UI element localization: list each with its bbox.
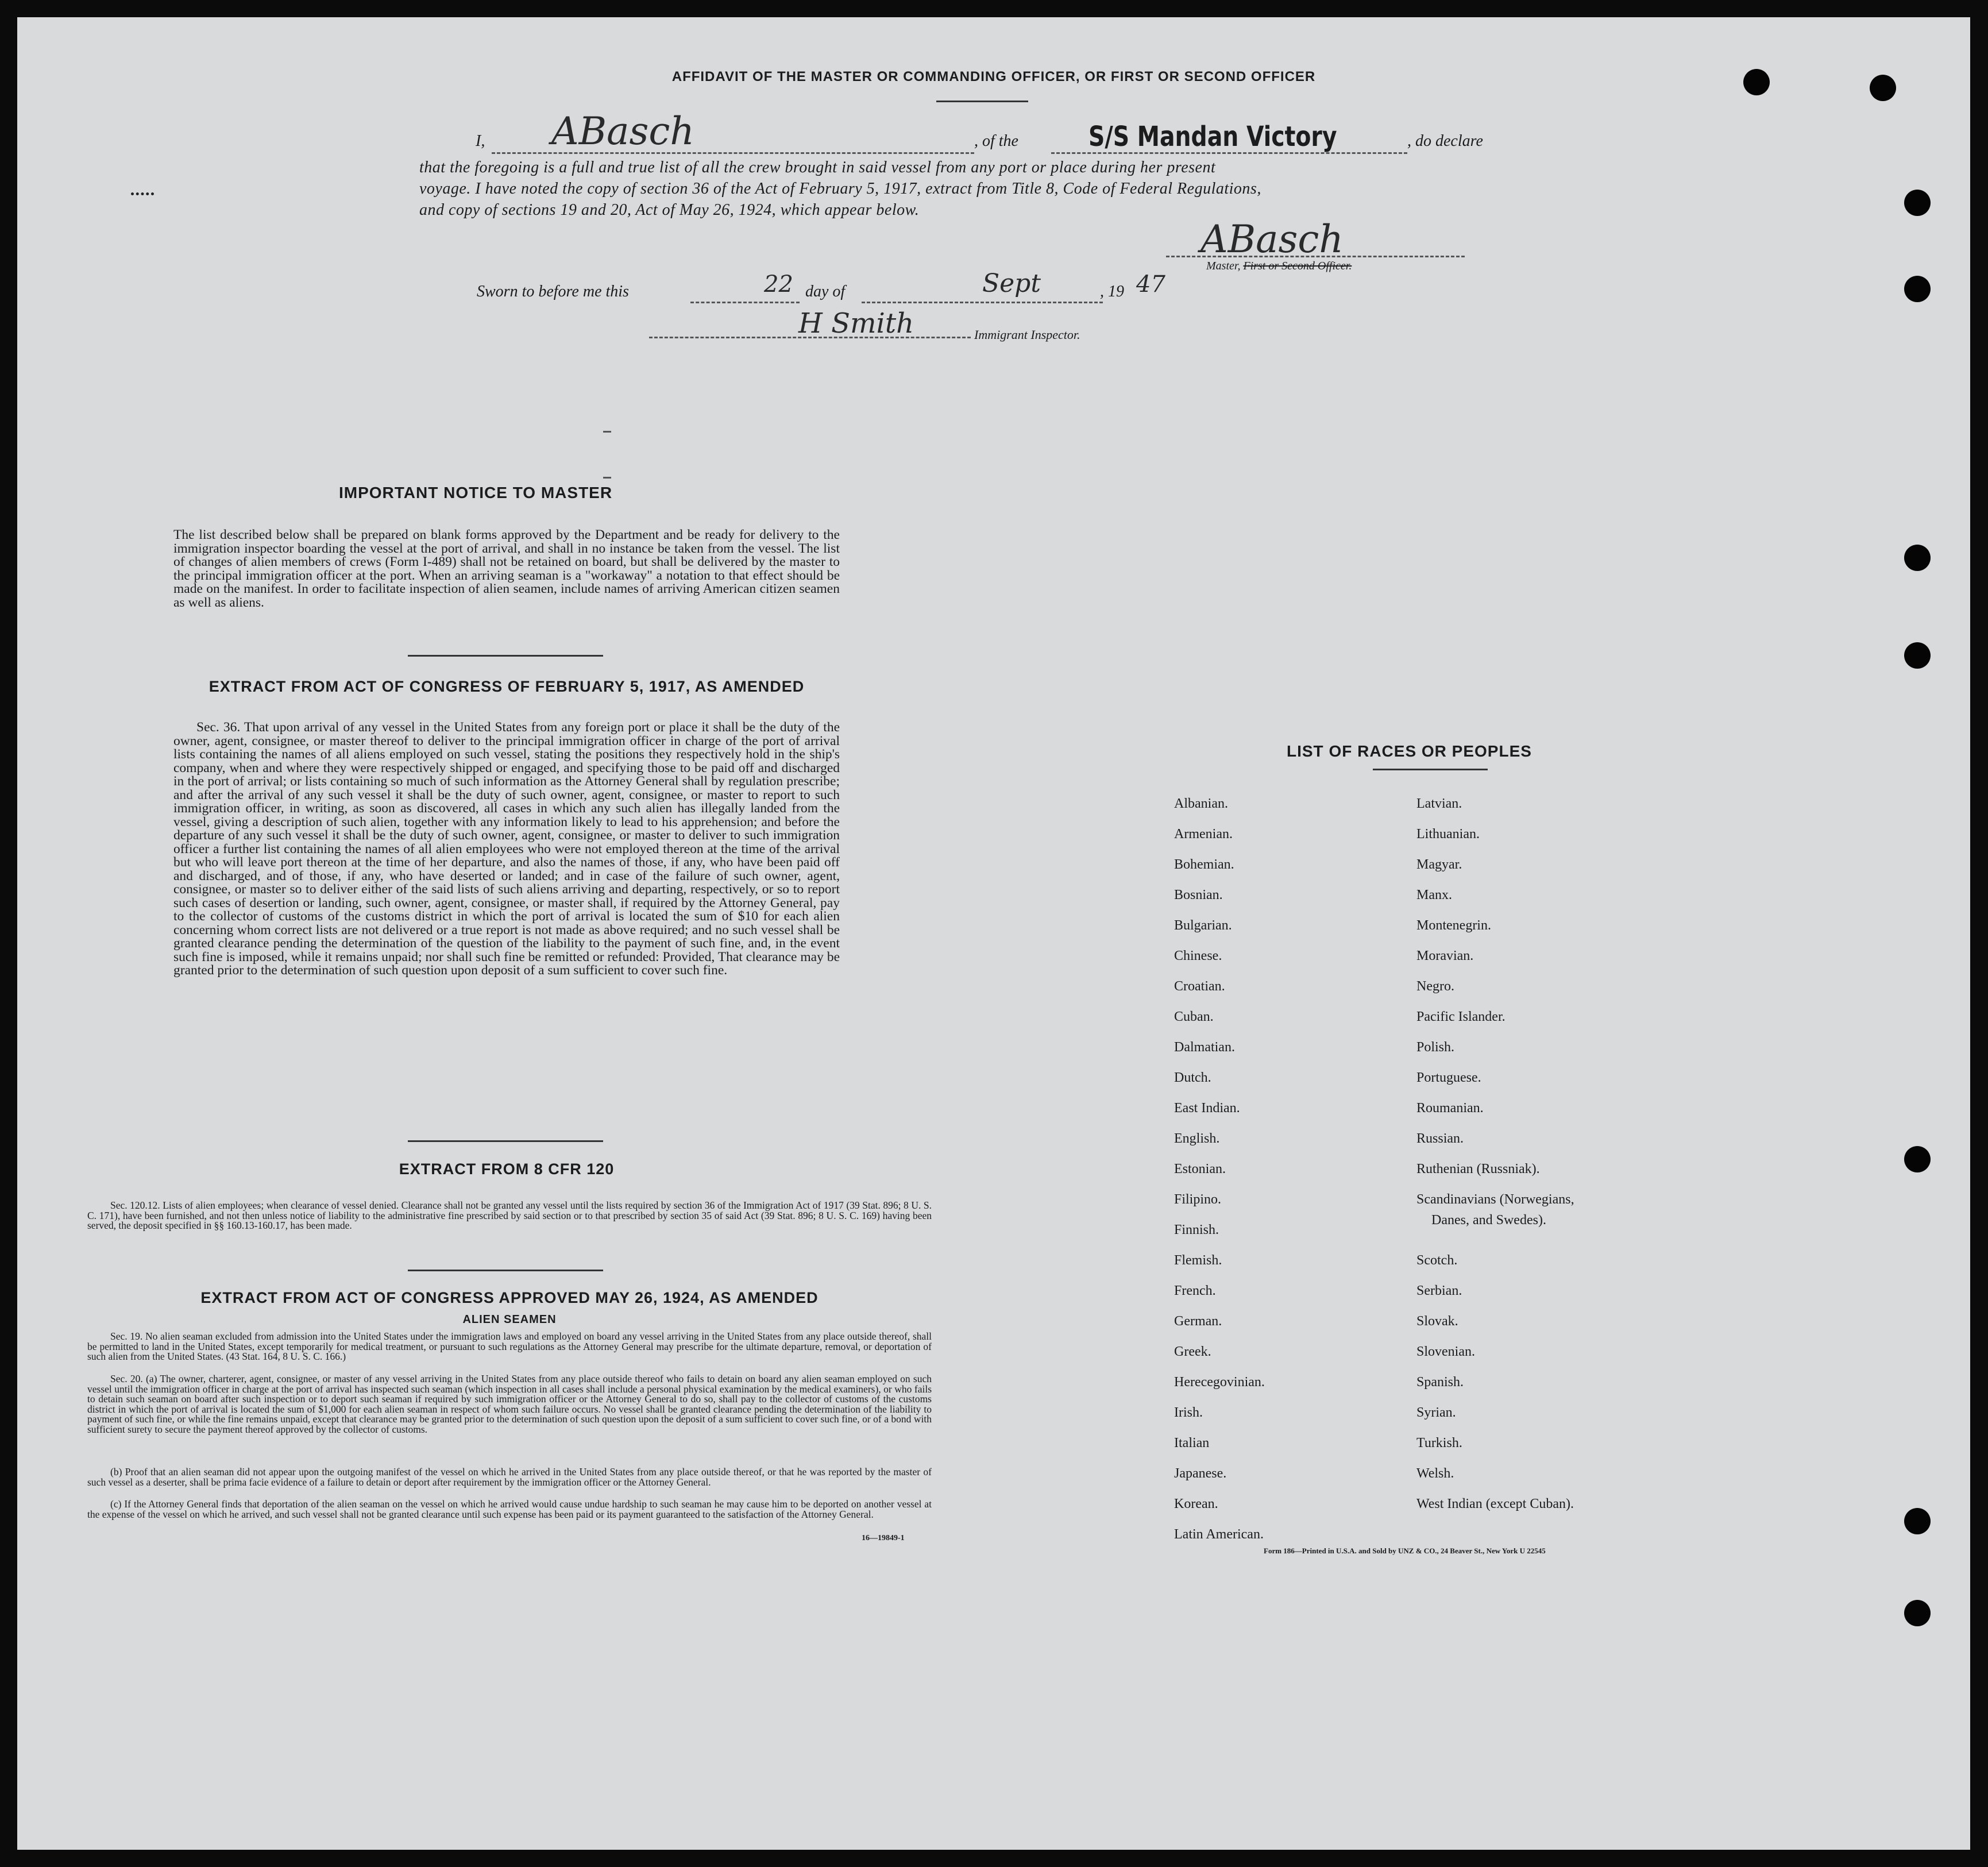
inspector-signature: H Smith — [798, 307, 914, 340]
race-item: Chinese. — [1174, 948, 1222, 963]
year-prefix: , 19 — [1100, 283, 1124, 300]
binder-hole — [1904, 276, 1931, 302]
day-of-label: day of — [805, 283, 846, 300]
race-item: Finnish. — [1174, 1222, 1219, 1237]
race-item: West Indian (except Cuban). — [1416, 1496, 1574, 1511]
extract-1917-body: Sec. 36. That upon arrival of any vessel in the United States from any foreign port or place it shall be the duty of the owner, agent, consignee, or master thereof to deliver to the principal immigration officer in charge of the port of arrival lists containing the names of all aliens employed on such vessel, stating the positions they respectively hold in the ship's company, when and where they were respectively shipped or engaged, and specifying those to be paid off and discharged in the port of arrival; or lists containing so much of such information as the Attorney General shall by regulation prescribe; and after the arrival of any such vessel it shall be the duty of such owner, agent, consignee, or master to report to such immigration officer, in writing, as soon as discovered, all cases in which any such alien has illegally landed from the vessel, giving a description of such alien, together with any information likely to lead to his apprehension; and before the departure of any such vessel it shall be the duty of such owner, agent, consignee, or master to deliver to such immigration officer a further list containing the names of all alien employees who were not employed thereon at the time of the arrival but who will leave port thereon at the time of her departure, and also the names of those, if any, who have been paid off and discharged, and of those, if any, who have deserted or landed; and in case of the failure of such owner, agent, consignee, or master so to deliver either of the said lists of such aliens arriving and departing, respectively, or so to report such cases of desertion or landing, such owner, agent, consignee, or master shall, if required by the Attorney General, pay to the collector of customs of the customs district in which the port of arrival is located the sum of $10 for each alien concerning whom correct lists are not delivered or a true report is not made as above required; and no such vessel shall be granted clearance pending the determination of the question of the liability to the payment of such fine, and, in the event such fine is imposed, while it remains unpaid; nor shall such fine be remitted or refunded: Provided, That clearance may be granted prior to the determination of such question upon deposit of a sum sufficient to cover such fine. — [173, 720, 840, 978]
race-item: Cuban. — [1174, 1009, 1214, 1024]
race-item: Albanian. — [1174, 796, 1228, 811]
month-line — [862, 302, 1103, 303]
extract-1917-title: EXTRACT FROM ACT OF CONGRESS OF FEBRUARY 5, 1917, AS AMENDED — [209, 678, 805, 695]
sworn-day: 22 — [764, 271, 793, 298]
extract-1924-sec20a: Sec. 20. (a) The owner, charterer, agent, consignee, or master of any vessel arriving in the United States from any place outside thereof who fails to detain on board any alien seaman employed on such vessel until the immigration officer in charge at the port of arrival has inspected such seaman (which inspection in all cases shall include a personal physical examination by the medical examiners), or who fails to detain such seaman on board after such inspection or to deport such seaman if required by such immigration officer or the Attorney General to do so, shall pay to the collector of customs of the customs district in which the port of arrival is located the sum of $1,000 for each alien seaman in respect of whom such failure occurs. No vessel shall be granted clearance pending the determination of the liability to payment of such fine, or while the fine remains unpaid, except that clearance may be granted prior to the determination of such question upon the deposit of a sum sufficient to cover such fine, or of a bond with sufficient surety to secure the payment thereof approved by the collector of customs. — [87, 1373, 932, 1435]
race-item: Bulgarian. — [1174, 918, 1232, 933]
race-item: German. — [1174, 1314, 1222, 1329]
race-item: Latin American. — [1174, 1527, 1264, 1542]
binder-hole — [1904, 642, 1931, 669]
binder-hole — [1904, 1508, 1931, 1534]
divider-2 — [408, 1140, 603, 1142]
race-item: Dutch. — [1174, 1070, 1211, 1085]
divider-1 — [408, 655, 603, 657]
binder-hole — [1904, 1600, 1931, 1626]
race-item: Polish. — [1416, 1040, 1455, 1055]
race-item: Magyar. — [1416, 857, 1462, 872]
race-item: Manx. — [1416, 888, 1452, 902]
race-item: Japanese. — [1174, 1466, 1227, 1481]
divider-3 — [408, 1270, 603, 1271]
of-the-label: , of the — [974, 132, 1018, 150]
scan-speck — [603, 431, 611, 433]
vessel-name: S/S Mandan Victory — [1088, 121, 1337, 153]
race-item: Welsh. — [1416, 1466, 1454, 1481]
master-signature: ABasch — [1200, 217, 1344, 261]
race-item: Moravian. — [1416, 948, 1474, 963]
race-item: Greek. — [1174, 1344, 1211, 1359]
race-item: Ruthenian (Russniak). — [1416, 1162, 1540, 1176]
extract-1924-sec20c: (c) If the Attorney General finds that deportation of the alien seaman on the vessel on which he arrived would cause undue hardship to such seaman he may cause him to be deported on another vessel at the expense of the vessel on which he arrived, and such vessel shall not be granted clearance until such expense has been paid or its payment guaranteed to the satisfaction of the Attorney General. — [87, 1498, 932, 1520]
title-rule — [936, 101, 1028, 102]
race-item: Scotch. — [1416, 1253, 1458, 1268]
affidavit-line-1: that the foregoing is a full and true list of all the crew brought in said vessel from any port or place during her present — [419, 159, 1216, 176]
day-line — [690, 302, 800, 303]
inspector-caption: Immigrant Inspector. — [974, 327, 1080, 342]
extract-1924-subtitle: ALIEN SEAMEN — [462, 1313, 557, 1326]
race-item: Turkish. — [1416, 1436, 1462, 1451]
race-item: Armenian. — [1174, 827, 1233, 842]
extract-1924-title: EXTRACT FROM ACT OF CONGRESS APPROVED MAY 26, 1924, AS AMENDED — [200, 1289, 819, 1306]
race-item: Herecegovinian. — [1174, 1375, 1265, 1390]
race-item: Danes, and Swedes). — [1431, 1213, 1546, 1228]
race-item: English. — [1174, 1131, 1220, 1146]
race-item: Korean. — [1174, 1496, 1218, 1511]
notice-body: The list described below shall be prepared on blank forms approved by the Department and be ready for delivery to the immigration inspector boarding the vessel at the port of arrival, and shall in no instance be taken from the vessel. The list of changes of alien members of crews (Form I-489) shall not be retained on board, but shall be delivered by the master to the principal immigration officer at the port. When an arriving seaman is a "workaway" a notation to that effect should be made on the manifest. In order to facilitate inspection of alien seamen, include names of arriving American citizen seamen as well as aliens. — [173, 527, 840, 610]
sworn-month: Sept — [982, 269, 1041, 298]
race-item: Latvian. — [1416, 796, 1462, 811]
scan-speck — [603, 477, 611, 479]
signature-line — [1166, 256, 1465, 257]
race-item: Filipino. — [1174, 1192, 1222, 1207]
race-item: Russian. — [1416, 1131, 1464, 1146]
race-item: Bohemian. — [1174, 857, 1234, 872]
affidavit-title: AFFIDAVIT OF THE MASTER OR COMMANDING OFFICER, OR FIRST OR SECOND OFFICER — [671, 69, 1316, 84]
affidavit-line-2: voyage. I have noted the copy of section 36 of the Act of February 5, 1917, extract from Title 8, Code of Federal Regulations, — [419, 180, 1261, 198]
caption-master: Master, — [1206, 260, 1241, 272]
binder-hole — [1870, 75, 1896, 101]
race-item: Scandinavians (Norwegians, — [1416, 1192, 1574, 1207]
affidavit-line-3: and copy of sections 19 and 20, Act of May 26, 1924, which appear below. — [419, 201, 920, 219]
race-item: Croatian. — [1174, 979, 1225, 994]
sworn-label: Sworn to before me this — [477, 283, 629, 300]
extract-cfr-body: Sec. 120.12. Lists of alien employees; when clearance of vessel denied. Clearance shall not be granted any vessel until the lists required by section 36 of the Immigration Act of 1917 (39 Stat. 896; 8 U. S. C. 171), have been furnished, and not then unless notice of liability to the administrative fine prescribed by said section or to that prescribed by section 35 of said Act (39 Stat. 896; 8 U. S. C. 169) having been served, the deposit specified in §§ 160.13-160.17, has been made. — [87, 1199, 932, 1231]
binder-hole — [1904, 1146, 1931, 1172]
race-item: Dalmatian. — [1174, 1040, 1235, 1055]
year-suffix: 47 — [1136, 271, 1165, 298]
signer-caption — [1206, 260, 1352, 273]
race-item: Syrian. — [1416, 1405, 1456, 1420]
extract-1924-sec19: Sec. 19. No alien seaman excluded from admission into the United States under the immigration laws and employed on board any vessel arriving in the United States from any place outside thereof, shall be permitted to land in the United States, except temporarily for medical treatment, or pursuant to such regulations as the Attorney General may prescribe for the ultimate departure, removal, or deportation of such alien from the United States. (43 Stat. 164, 8 U. S. C. 166.) — [87, 1330, 932, 1362]
race-item: Portuguese. — [1416, 1070, 1481, 1085]
race-item: Estonian. — [1174, 1162, 1226, 1176]
caption-struck: First or Second Officer. — [1243, 260, 1352, 272]
master-name-handwritten: ABasch — [551, 109, 694, 153]
extract-1924-sec20b: (b) Proof that an alien seaman did not appear upon the outgoing manifest of the vessel on which he arrived in the United States from any place outside thereof, or that he was reported by the master of such vessel as a deserter, shall be prima facie evidence of a failure to detain or deport after requirement by the immigration officer or the Attorney General. — [87, 1466, 932, 1488]
race-item: Slovak. — [1416, 1314, 1458, 1329]
race-item: Negro. — [1416, 979, 1454, 994]
race-item: Bosnian. — [1174, 888, 1223, 902]
scan-speck — [131, 192, 154, 210]
notice-title: IMPORTANT NOTICE TO MASTER — [339, 484, 613, 502]
binder-hole — [1743, 69, 1770, 95]
race-item: Flemish. — [1174, 1253, 1222, 1268]
binder-hole — [1904, 190, 1931, 216]
race-item: Pacific Islander. — [1416, 1009, 1506, 1024]
race-item: Serbian. — [1416, 1283, 1462, 1298]
race-item: East Indian. — [1174, 1101, 1240, 1116]
race-item: French. — [1174, 1283, 1216, 1298]
document-page — [17, 17, 1970, 1850]
extract-cfr-title: EXTRACT FROM 8 CFR 120 — [399, 1160, 615, 1178]
race-item: Montenegrin. — [1416, 918, 1491, 933]
race-item: Lithuanian. — [1416, 827, 1480, 842]
race-item: Roumanian. — [1416, 1101, 1484, 1116]
form-printer-line: Form 186—Printed in U.S.A. and Sold by UNZ & CO., 24 Beaver St., New York U 22545 — [1264, 1546, 1546, 1555]
binder-hole — [1904, 545, 1931, 571]
race-item: Italian — [1174, 1436, 1210, 1451]
races-title: LIST OF RACES OR PEOPLES — [1287, 742, 1532, 760]
races-title-rule — [1373, 769, 1488, 770]
do-declare-label: , do declare — [1407, 132, 1483, 150]
race-item: Slovenian. — [1416, 1344, 1475, 1359]
form-code: 16—19849-1 — [862, 1534, 905, 1542]
race-item: Spanish. — [1416, 1375, 1464, 1390]
race-item: Irish. — [1174, 1405, 1203, 1420]
i-label: I, — [476, 132, 485, 150]
